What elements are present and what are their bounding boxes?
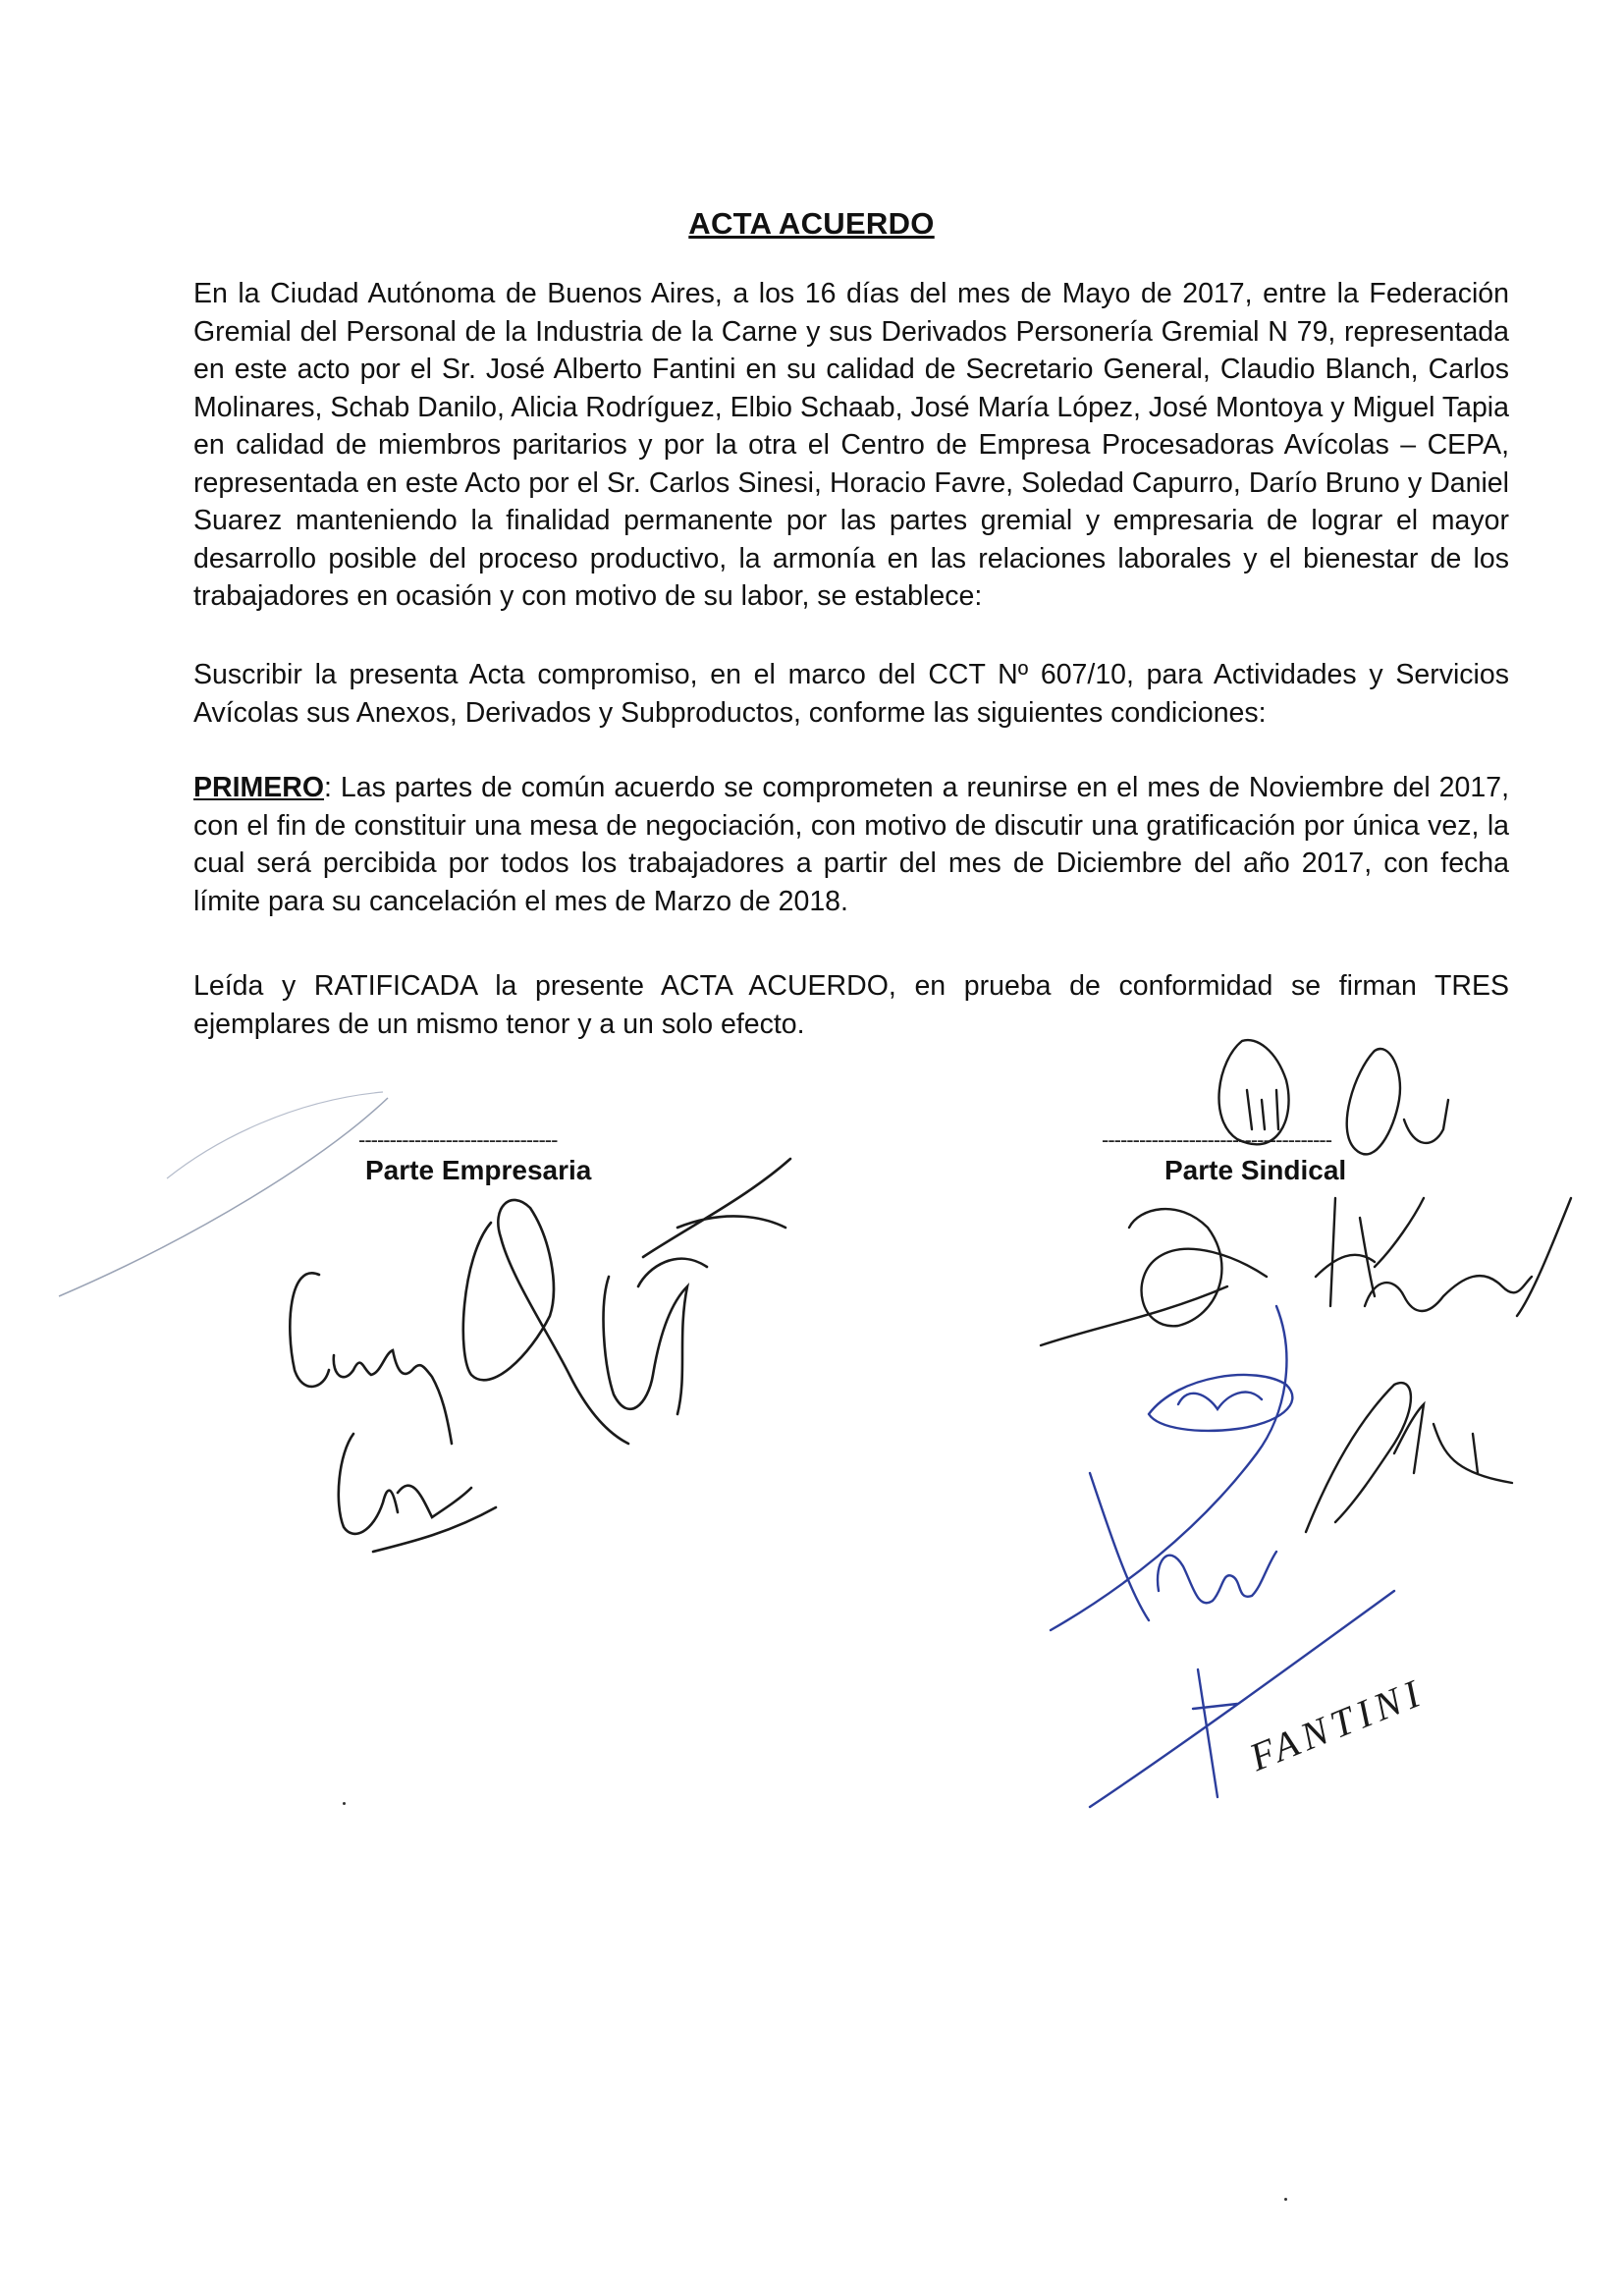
document-title: ACTA ACUERDO	[688, 206, 935, 241]
clause-body-primero: : Las partes de común acuerdo se comprometen a reunirse en el mes de Noviembre del 2017, con el fin de constituir una mesa de negociación, con motivo de discutir una gratificación por única vez, la cual será percibida por todos los trabajadores a partir del mes de Diciembre del año 2017, con fecha límite para su cancelación el mes de Marzo de 2018.	[193, 772, 1509, 917]
signature-empresaria-5	[638, 1259, 707, 1286]
signature-line-empresaria: --------------------------------	[358, 1127, 558, 1152]
signature-empresaria-3	[339, 1434, 496, 1552]
paragraph-intro: En la Ciudad Autónoma de Buenos Aires, a los 16 días del mes de Mayo de 2017, entre la Federación Gremial del Personal de la Industria de la Carne y sus Derivados Personería Gremial N 79, representada en este acto por el Sr. José Alberto Fantini en su calidad de Secretario General, Claudio Blanch, Carlos Molinares, Schab Danilo, Alicia Rodríguez, Elbio Schaab, José María López, José Montoya y Miguel Tapia en calidad de miembros paritarios y por la otra el Centro de Empresa Procesadoras Avícolas – CEPA, representada en este Acto por el Sr. Carlos Sinesi, Horacio Favre, Soledad Capurro, Darío Bruno y Daniel Suarez manteniendo la finalidad permanente por las partes gremial y empresaria de lograr el mayor desarrollo posible del proceso productivo, la armonía en las relaciones laborales y el bienestar de los trabajadores en ocasión y con motivo de su labor, se establece:	[193, 278, 1509, 612]
signature-empresaria-2	[463, 1200, 628, 1444]
signature-sindical-blue-3	[1051, 1306, 1286, 1630]
pencil-stroke	[59, 1098, 388, 1296]
signature-empresaria-1	[290, 1273, 452, 1444]
signature-sindical-blue-2	[1158, 1552, 1276, 1603]
paragraph-ratificada: Leída y RATIFICADA la presente ACTA ACUERDO, en prueba de conformidad se firman TRES ejemplares de un mismo tenor y a un solo efecto.	[193, 970, 1509, 1040]
signature-label-sindical: Parte Sindical	[1164, 1155, 1347, 1185]
handwritten-name-fantini: FANTINI	[1243, 1668, 1432, 1779]
signature-sindical-3	[1041, 1209, 1267, 1345]
stray-mark	[1284, 2198, 1287, 2201]
pencil-stroke	[167, 1092, 383, 1178]
signature-sindical-blue-1	[1149, 1375, 1292, 1431]
signature-label-empresaria: Parte Empresaria	[365, 1155, 592, 1185]
signature-sindical-2	[1347, 1049, 1448, 1154]
signature-sindical-4	[1316, 1198, 1424, 1306]
stray-mark	[343, 1802, 346, 1805]
signature-line-sindical: -------------------------------------	[1102, 1127, 1332, 1152]
clause-heading-primero: PRIMERO	[193, 772, 325, 803]
paragraph-primero	[193, 769, 1509, 920]
paragraph-suscribir: Suscribir la presenta Acta compromiso, en el marco del CCT Nº 607/10, para Actividades y Servicios Avícolas sus Anexos, Derivados y Subproductos, conforme las siguientes condiciones:	[193, 659, 1509, 729]
signature-empresaria-4	[604, 1159, 790, 1414]
signature-sindical-5	[1365, 1198, 1571, 1316]
signature-sindical-6	[1306, 1383, 1512, 1532]
signature-sindical-blue-4	[1090, 1591, 1394, 1807]
